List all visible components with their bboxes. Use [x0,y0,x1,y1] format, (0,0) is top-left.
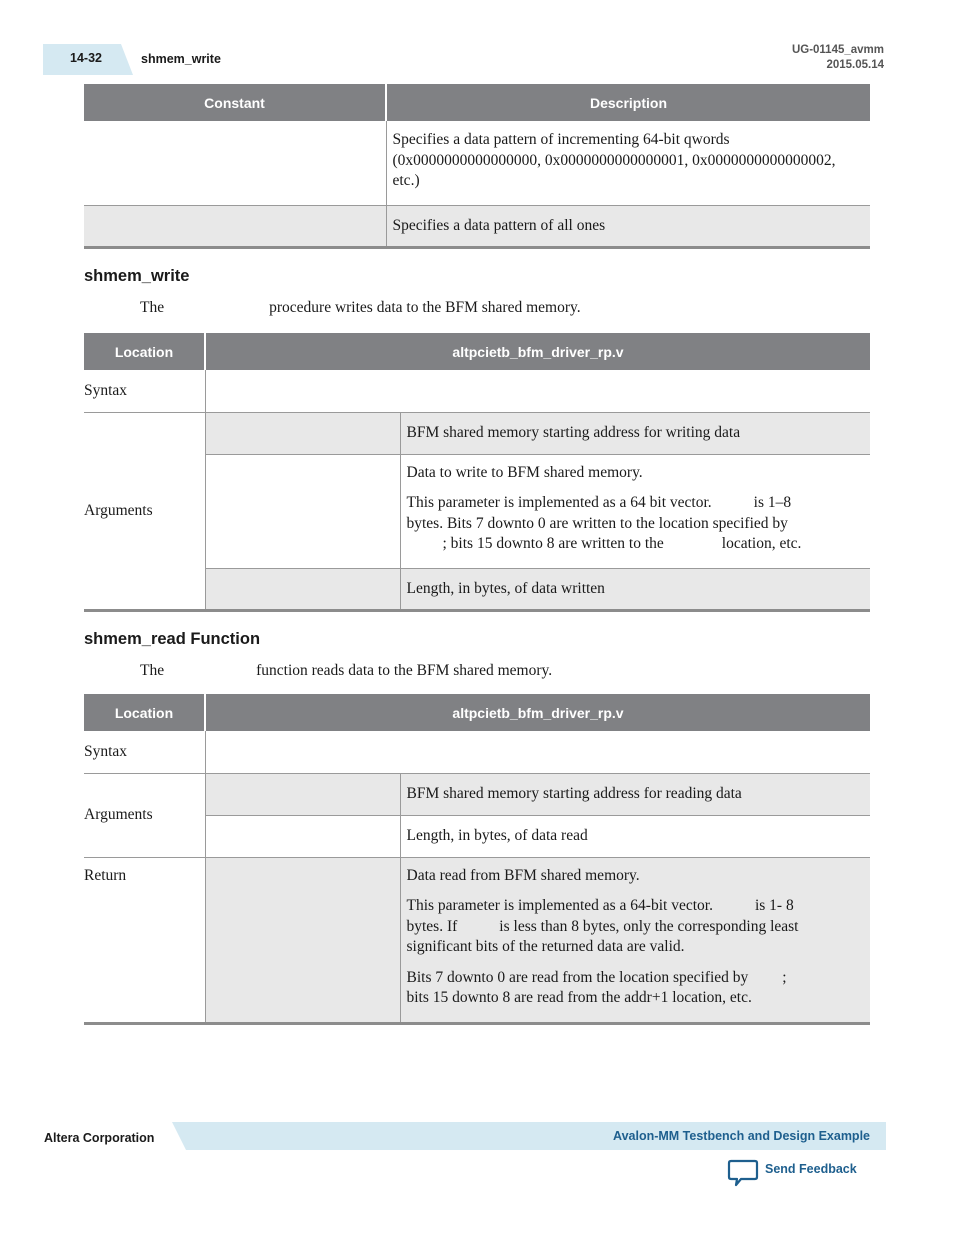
column-header: Description [386,84,870,121]
return-name [205,857,400,1023]
shmem-write-table [84,333,870,612]
company-name: Altera Corporation [44,1131,155,1145]
argument-description: BFM shared memory starting address for writing data [406,423,741,441]
section-heading: shmem_read Function [84,630,261,648]
speech-bubble-icon [727,1158,759,1188]
doc-info [792,43,884,73]
table-row [84,121,870,205]
running-section-title: shmem_write [141,52,221,66]
arguments-label: Arguments [84,773,205,857]
description-cell: Specifies a data pattern of incrementing 64-bit qwords (0x0000000000000000, 0x0000000000000001, 0x0000000000000002, etc.) [392,131,836,189]
location-value: altpcietb_bfm_driver_rp.v [205,694,870,731]
argument-name [205,568,400,610]
table-row [84,370,870,412]
argument-name [205,412,400,454]
location-label: Location [84,694,205,731]
table-header-row [84,84,870,121]
argument-description: Data to write to BFM shared memory. This parameter is implemented as a 64 bit vector. is 1–8 bytes. Bits 7 downto 0 are written to the location specified by ; bits 15 downto 8 are written to the location, etc. [406,463,802,552]
send-feedback-label[interactable]: Send Feedback [765,1162,857,1176]
argument-name [205,454,400,568]
table-row [84,205,870,247]
location-label: Location [84,333,205,370]
constants-table [84,84,870,249]
doc-date: 2015.05.14 [826,59,884,71]
table-row [84,731,870,773]
argument-name [205,773,400,815]
return-label: Return [84,866,127,884]
argument-description: Length, in bytes, of data written [406,579,605,597]
syntax-value [205,370,870,412]
doc-id: UG-01145_avmm [791,44,884,56]
send-feedback-button[interactable] [727,1158,867,1188]
syntax-label: Syntax [84,381,128,399]
location-value: altpcietb_bfm_driver_rp.v [205,333,870,370]
table-row [84,412,870,454]
table-row [84,773,870,815]
syntax-value [205,731,870,773]
section-heading: shmem_write [84,267,190,285]
table-header-row [84,333,870,370]
section-intro: The procedure writes data to the BFM shared memory. [140,299,581,316]
chapter-title-link[interactable]: Avalon-MM Testbench and Design Example [613,1129,870,1143]
constant-cell [84,121,386,205]
table-row [84,857,870,1023]
syntax-label: Syntax [84,742,128,760]
section-intro: The function reads data to the BFM shared memory. [140,662,553,679]
return-description: Data read from BFM shared memory. This parameter is implemented as a 64-bit vector. is 1- 8 bytes. If is less than 8 bytes, only the corresponding least significant bits of the returned data are valid. Bits 7 downto 0 are read from the location specified by ; bits 15 downto 8 are read from the addr+1 location, etc. [406,866,799,1006]
description-cell: Specifies a data pattern of all ones [392,216,606,234]
argument-description: Length, in bytes, of data read [406,826,588,844]
argument-description: BFM shared memory starting address for reading data [406,784,742,802]
table-header-row [84,694,870,731]
page-number: 14-32 [70,51,102,65]
shmem-read-table [84,694,870,1025]
arguments-label: Arguments [84,412,205,610]
argument-name [205,815,400,857]
column-header: Constant [84,84,386,121]
constant-cell [84,205,386,247]
